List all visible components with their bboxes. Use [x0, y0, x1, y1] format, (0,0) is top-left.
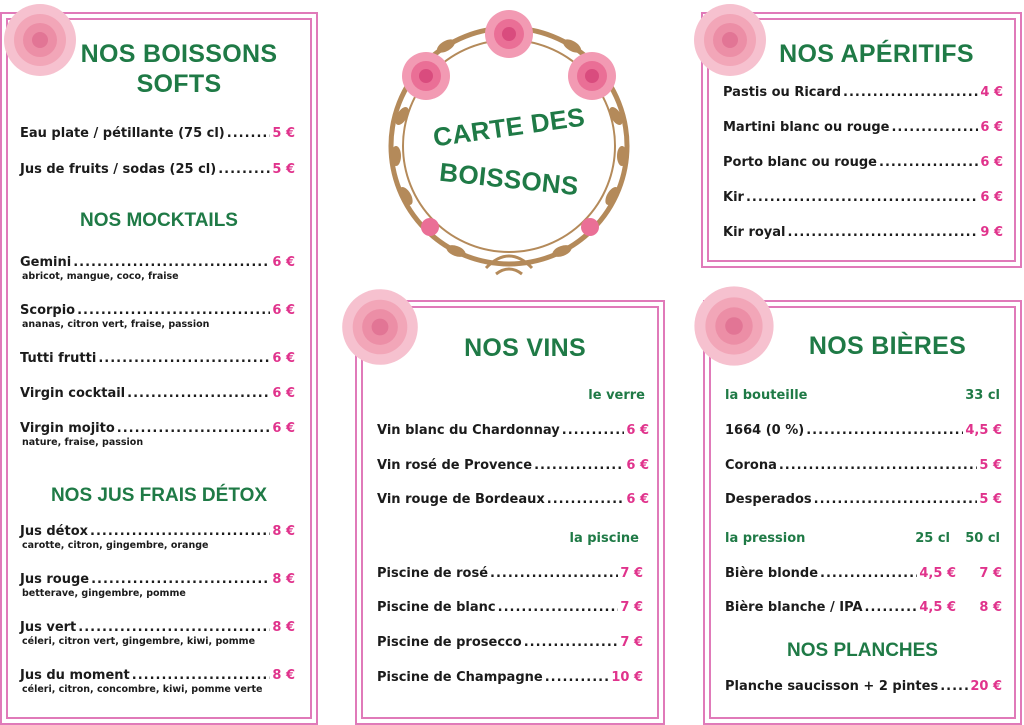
list-item: Virgin mojito ..... 6 €	[20, 421, 295, 436]
list-item: Planche saucisson + 2 pintes ..... 20 €	[725, 679, 1002, 694]
list-item: Corona ..... 5 €	[725, 458, 1002, 473]
list-item: Jus du moment ..... 8 €	[20, 668, 295, 683]
item-description: carotte, citron, gingembre, orange	[22, 540, 209, 551]
piscine-label: la piscine	[569, 531, 639, 546]
item-description: céleri, citron, concombre, kiwi, pomme verte	[22, 684, 263, 695]
list-item: Bière blanche / IPA ..... 4,5 € 8 €	[725, 600, 1002, 615]
pression-size-50: 50 cl	[965, 531, 1000, 546]
list-item: Gemini ..... 6 €	[20, 255, 295, 270]
list-item: Piscine de Champagne ..... 10 €	[377, 670, 643, 685]
vins-title: NOS VINS	[464, 334, 586, 362]
panel-inner-border	[6, 18, 312, 719]
bieres-title: NOS BIÈRES	[808, 332, 967, 360]
rose-icon	[0, 0, 80, 80]
item-description: ananas, citron vert, fraise, passion	[22, 319, 210, 330]
list-item: Desperados ..... 5 €	[725, 492, 1002, 507]
list-item: Virgin cocktail ..... 6 €	[20, 386, 295, 401]
list-item: Vin blanc du Chardonnay ..... 6 €	[377, 423, 649, 438]
detox-title: NOS JUS FRAIS DÉTOX	[50, 485, 268, 506]
bouteille-size: 33 cl	[965, 388, 1000, 403]
list-item: Pastis ou Ricard ..... 4 €	[723, 85, 1003, 100]
list-item: Piscine de blanc ..... 7 €	[377, 600, 643, 615]
list-item: Piscine de rosé ..... 7 €	[377, 566, 643, 581]
rose-icon	[690, 282, 778, 370]
list-item: Eau plate / pétillante (75 cl) ..... 5 €	[20, 126, 295, 141]
list-item: Vin rosé de Provence ..... 6 €	[377, 458, 649, 473]
list-item: Martini blanc ou rouge ..... 6 €	[723, 120, 1003, 135]
rose-icon	[690, 0, 770, 80]
mocktails-title: NOS MOCKTAILS	[80, 210, 238, 231]
list-item: Kir royal ..... 9 €	[723, 225, 1003, 240]
pression-label: la pression	[725, 531, 806, 546]
item-description: abricot, mangue, coco, fraise	[22, 271, 179, 282]
list-item: Scorpio ..... 6 €	[20, 303, 295, 318]
rose-icon	[338, 285, 422, 369]
verre-label: le verre	[588, 388, 645, 403]
item-description: nature, fraise, passion	[22, 437, 144, 448]
item-description: céleri, citron vert, gingembre, kiwi, pomme	[22, 636, 256, 647]
list-item: Piscine de prosecco ..... 7 €	[377, 635, 643, 650]
softs-title-line1: NOS BOISSONS	[80, 40, 278, 68]
list-item: Jus de fruits / sodas (25 cl) ..... 5 €	[20, 162, 295, 177]
item-description: betterave, gingembre, pomme	[22, 588, 186, 599]
bouteille-label: la bouteille	[725, 388, 808, 403]
wreath-logo	[366, 6, 656, 281]
planches-title: NOS PLANCHES	[787, 640, 938, 661]
list-item: Bière blonde ..... 4,5 € 7 €	[725, 566, 1002, 581]
list-item: Kir ..... 6 €	[723, 190, 1003, 205]
list-item: Porto blanc ou rouge ..... 6 €	[723, 155, 1003, 170]
center-title-line2: BOISSONS	[438, 156, 581, 202]
softs-title-line2: SOFTS	[136, 70, 222, 98]
list-item: Vin rouge de Bordeaux ..... 6 €	[377, 492, 649, 507]
pression-size-25: 25 cl	[915, 531, 950, 546]
aperitifs-title: NOS APÉRITIFS	[779, 40, 974, 68]
softs-panel	[0, 12, 318, 725]
list-item: 1664 (0 %) ..... 4,5 €	[725, 423, 1002, 438]
list-item: Jus rouge ..... 8 €	[20, 572, 295, 587]
list-item: Jus détox ..... 8 €	[20, 524, 295, 539]
list-item: Tutti frutti ..... 6 €	[20, 351, 295, 366]
center-title-line1: CARTE DES	[431, 101, 587, 153]
list-item: Jus vert ..... 8 €	[20, 620, 295, 635]
